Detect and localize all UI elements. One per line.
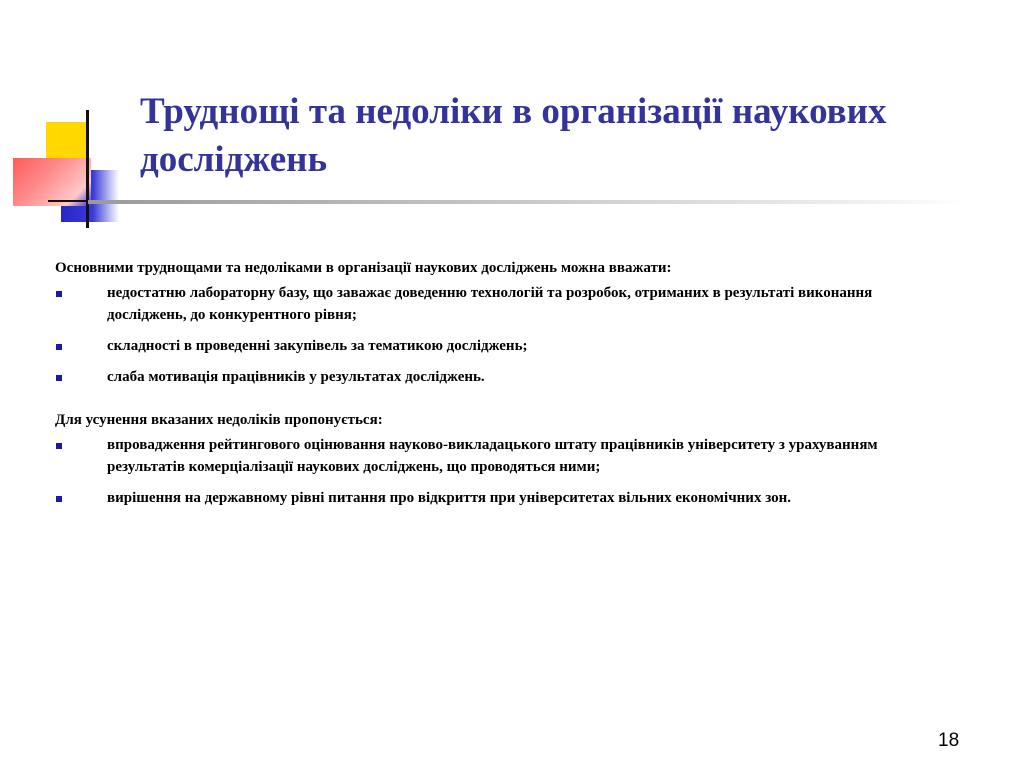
difficulties-list (55, 282, 955, 388)
list-item: недостатню лабораторну базу, що заважає доведенню технологій та розробок, отриманих в результаті виконання досліджень, до конкурентного рівня; (55, 282, 955, 326)
square-bullet-icon (56, 496, 62, 502)
square-bullet-icon (56, 443, 62, 449)
decor-vertical-line (86, 110, 89, 228)
slide-title: Труднощі та недоліки в організації наукових досліджень (140, 91, 887, 180)
list-item: вирішення на державному рівні питання про відкриття при університетах вільних економічних зон. (55, 487, 955, 509)
proposals-intro: Для усунення вказаних недоліків пропонується: (55, 412, 383, 428)
difficulties-intro: Основними труднощами та недоліками в організації наукових досліджень можна вважати: (55, 260, 672, 276)
list-item: складності в проведенні закупівель за тематикою досліджень; (55, 335, 955, 357)
list-item: слаба мотивація працівників у результатах досліджень. (55, 366, 955, 388)
square-bullet-icon (56, 344, 62, 350)
decor-red-square (13, 158, 91, 206)
proposals-section (55, 410, 955, 509)
decor-yellow-square (46, 122, 86, 162)
list-item: впровадження рейтингового оцінювання науково-викладацького штату працівників університету з урахуванням результатів комерціалізації наукових досліджень, що проводяться ними; (55, 434, 955, 478)
title-underline-rule (88, 200, 968, 204)
page-number: 18 (938, 730, 960, 751)
difficulties-section (55, 258, 955, 388)
square-bullet-icon (56, 375, 62, 381)
slide-body (55, 258, 955, 518)
square-bullet-icon (56, 291, 62, 297)
proposals-list (55, 434, 955, 509)
